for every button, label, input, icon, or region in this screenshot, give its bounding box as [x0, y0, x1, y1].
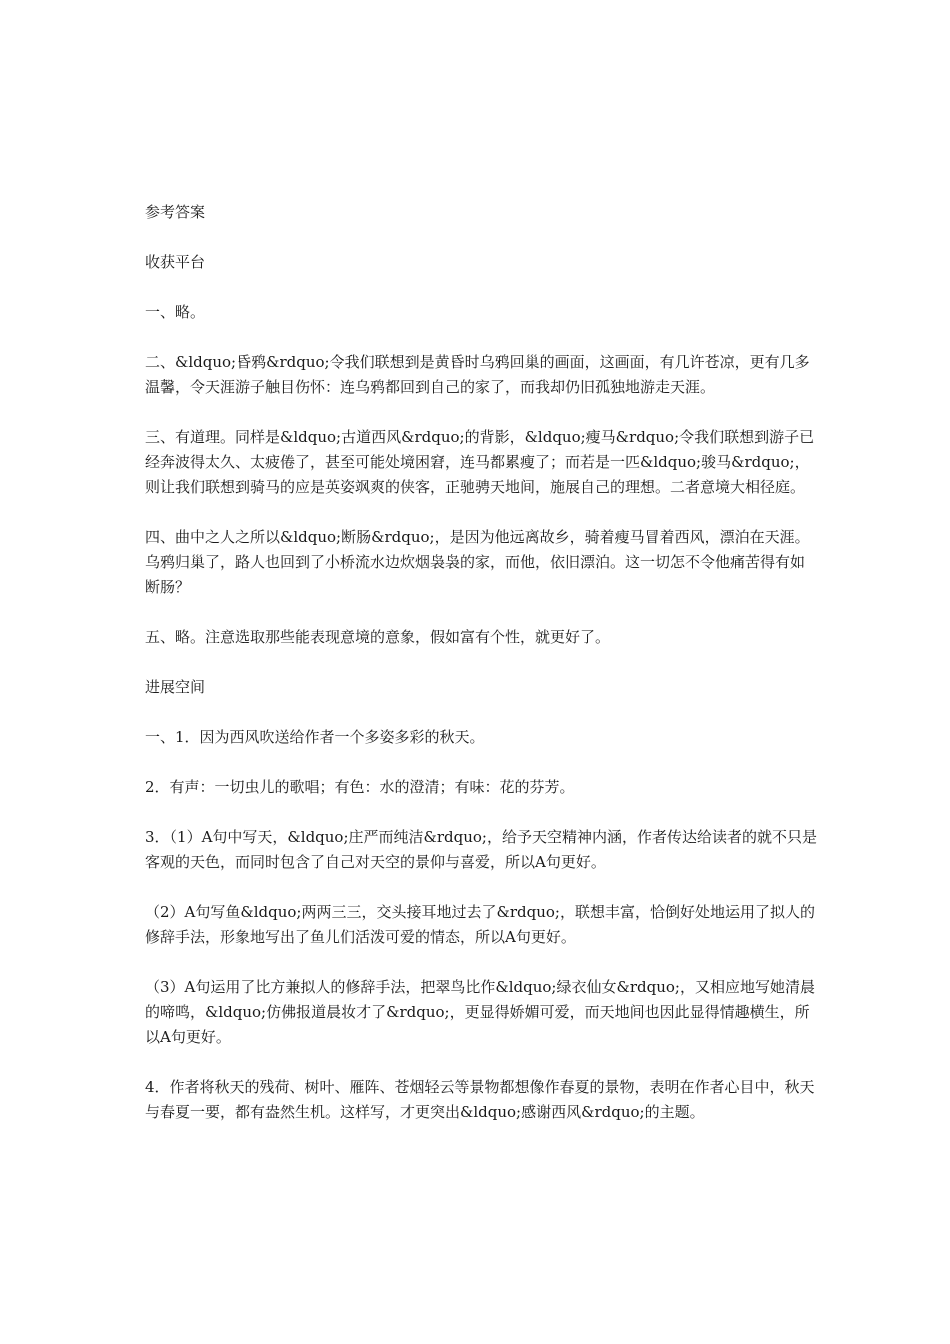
- section-heading-harvest: 收获平台: [145, 253, 206, 271]
- answer-paragraph: 五、略。注意选取那些能表现意境的意象，假如富有个性，就更好了。: [145, 628, 611, 646]
- answer-paragraph: 一、略。: [145, 303, 206, 321]
- answer-paragraph: 2．有声：一切虫儿的歌唱；有色：水的澄清；有味：花的芬芳。: [145, 778, 575, 796]
- answer-paragraph: 二、&ldquo;昏鸦&rdquo;令我们联想到是黄昏时乌鸦回巢的画面，这画面，有几许苍凉，更有几多温馨，令天涯游子触目伤怀：连乌鸦都回到自己的家了，而我却仍旧孤独地游走天涯。: [145, 353, 810, 396]
- answer-paragraph: （2）A句写鱼&ldquo;两两三三，交头接耳地过去了&rdquo;，联想丰富，恰倒好处地运用了拟人的修辞手法，形象地写出了鱼儿们活泼可爱的情态，所以A句更好。: [145, 903, 815, 946]
- answer-paragraph: 一、1．因为西风吹送给作者一个多姿多彩的秋天。: [145, 728, 485, 746]
- answer-paragraph: （3）A句运用了比方兼拟人的修辞手法，把翠鸟比作&ldquo;绿衣仙女&rdquo;，又相应地写她清晨的啼鸣，&ldquo;仿佛报道晨妆才了&rdquo;，更显得娇媚可爱，而天地间也因此显得情趣横生，所以A句更好。: [145, 978, 815, 1046]
- section-heading-development: 进展空间: [145, 678, 206, 696]
- heading-reference-answers: 参考答案: [145, 203, 206, 221]
- answer-paragraph: 三、有道理。同样是&ldquo;古道西风&rdquo;的背影，&ldquo;瘦马&rdquo;令我们联想到游子已经奔波得太久、太疲倦了，甚至可能处境困窘，连马都累瘦了；而若是一匹&ldquo;骏马&rdquo;，则让我们联想到骑马的应是英姿飒爽的侠客，正驰骋天地间，施展自己的理想。二者意境大相径庭。: [145, 428, 815, 496]
- answer-paragraph: 4．作者将秋天的残荷、树叶、雁阵、苍烟轻云等景物都想像作春夏的景物，表明在作者心目中，秋天与春夏一要，都有盎然生机。这样写，才更突出&ldquo;感谢西风&rdquo;的主题。: [145, 1078, 815, 1121]
- document-body: [145, 200, 817, 1150]
- answer-paragraph: 3．（1）A句中写天，&ldquo;庄严而纯洁&rdquo;，给予天空精神内涵，作者传达给读者的就不只是客观的天色，而同时包含了自己对天空的景仰与喜爱，所以A句更好。: [145, 828, 817, 871]
- answer-paragraph: 四、曲中之人之所以&ldquo;断肠&rdquo;，是因为他远离故乡，骑着瘦马冒着西风，漂泊在天涯。乌鸦归巢了，路人也回到了小桥流水边炊烟袅袅的家，而他，依旧漂泊。这一切怎不令他痛苦得有如断肠？: [145, 528, 810, 596]
